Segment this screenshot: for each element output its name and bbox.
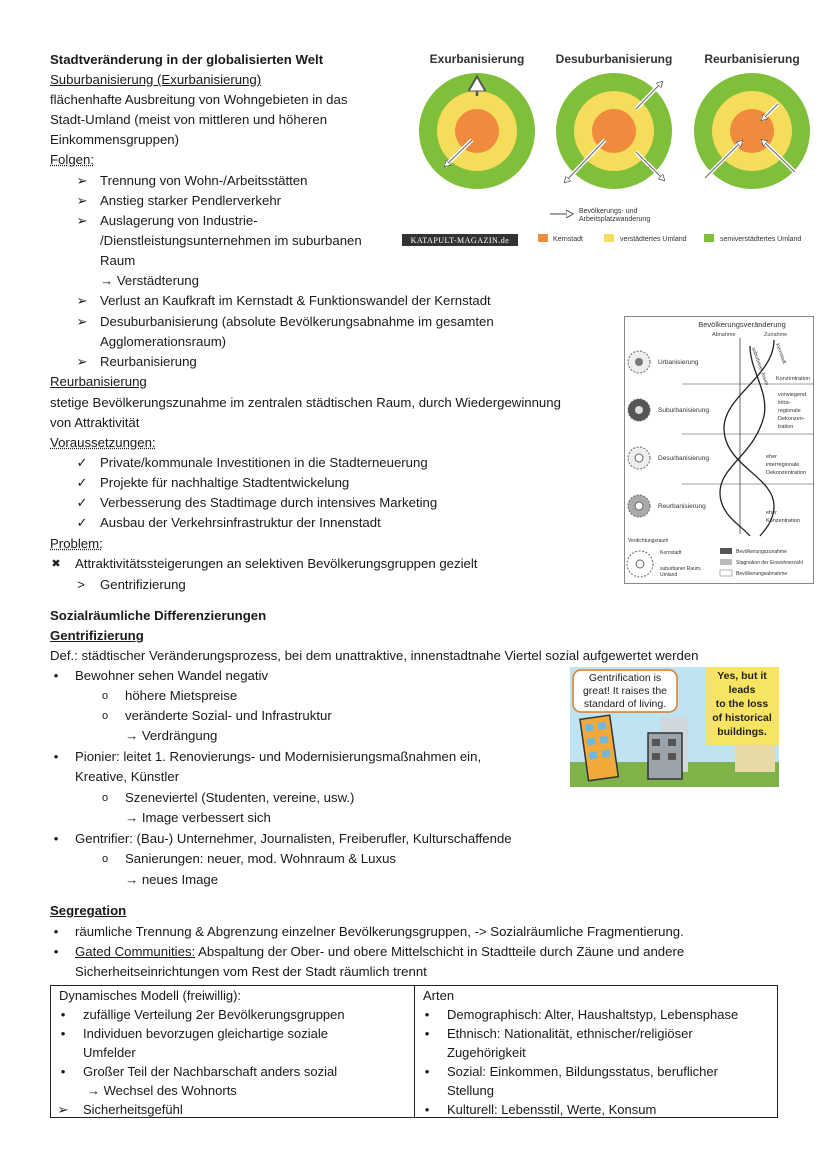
ring-desuburbanisierung xyxy=(556,73,672,189)
arrow-bullet-icon: ➢ xyxy=(76,293,88,308)
reurbanisierung-def-1: stetige Bevölkerungszunahme im zentralen städtischen Raum, durch Wiedergewinnung xyxy=(50,395,561,410)
segregation-item: räumliche Trennung & Abgrenzung einzelner Bevölkerungsgruppen, -> Sozialräumliche Fragmentierung. xyxy=(75,924,684,939)
voraussetzung-item: Private/kommunale Investitionen in die Stadterneuerung xyxy=(100,455,428,470)
gentrifizierung-heading: Gentrifizierung xyxy=(50,628,144,643)
legend-suburban: suburbaner Raum, xyxy=(660,566,702,572)
chevron-bullet-icon: > xyxy=(77,577,85,592)
katapult-logo-text: KATAPULT-MAGAZIN.de xyxy=(410,236,510,245)
folgen-item: Reurbanisierung xyxy=(100,354,197,369)
bullet-dot-icon: • xyxy=(424,1007,430,1022)
gent-item: Bewohner sehen Wandel negativ xyxy=(75,668,269,683)
table-right-item: Ethnisch: Nationalität, ethnischer/religiöser xyxy=(447,1026,693,1041)
gent-item-cont: Kreative, Künstler xyxy=(75,769,180,784)
folgen-item: Trennung von Wohn-/Arbeitsstätten xyxy=(100,173,308,188)
segregation-heading: Segregation xyxy=(50,903,127,918)
arrow-bullet-icon: ➢ xyxy=(76,314,88,329)
legend-swatch-umland xyxy=(604,234,614,242)
problem-item: Attraktivitätssteigerungen an selektiven Bevölkerungsgruppen gezielt xyxy=(75,556,478,571)
gent-subitem-arrow: → Image verbessert sich xyxy=(125,810,271,825)
phase-desurbanisierung: Desurbanisierung xyxy=(658,455,709,462)
comic-right-line-4: of historical xyxy=(712,712,772,724)
gent-subitem: höhere Mietspreise xyxy=(125,688,238,703)
gent-item: Pionier: leitet 1. Renovierungs- und Modernisierungsmaßnahmen ein, xyxy=(75,749,482,764)
folgen-item: Auslagerung von Industrie- xyxy=(100,213,258,228)
gent-subitem-arrow: → Verdrängung xyxy=(125,728,218,743)
comic-old-building xyxy=(648,733,682,779)
bullet-dot-icon: • xyxy=(53,749,59,764)
gent-subitem: veränderte Sozial- und Infrastruktur xyxy=(125,708,332,723)
circle-bullet-icon: o xyxy=(101,690,109,702)
fig1-arrow-legend-1: Bevölkerungs- und xyxy=(579,208,638,215)
comic-right-line-3: to the loss xyxy=(715,698,769,710)
legend-zunahme: Bevölkerungszunahme xyxy=(736,549,787,555)
table-right-item: Sozial: Einkommen, Bildungsstatus, beruflicher xyxy=(447,1064,718,1079)
table-right-title: Arten xyxy=(423,988,455,1003)
folgen-label: Folgen: xyxy=(50,152,94,167)
diagram-abnahme: Abnahme xyxy=(712,332,736,338)
legend-umland: verstädtertes Umland xyxy=(620,236,687,243)
comic-left-line-1: Gentrification is xyxy=(588,672,662,684)
note-konzentration: Konzentration xyxy=(776,376,810,382)
folgen-item: Anstieg starker Pendlerverkehr xyxy=(100,193,282,208)
table-left-item: Individuen bevorzugen gleichartige soziale xyxy=(83,1026,328,1041)
fig1-title-reurbanisierung: Reurbanisierung xyxy=(704,52,800,66)
fig1-title-exurbanisierung: Exurbanisierung xyxy=(429,52,525,66)
bullet-dot-icon: • xyxy=(60,1007,66,1022)
comic-right-line-5: buildings. xyxy=(717,726,767,738)
folgen-item-cont: Raum xyxy=(100,253,136,268)
diagram-umland-label: suburbaner Raum xyxy=(750,346,770,387)
check-icon: ✓ xyxy=(76,475,88,490)
bullet-dot-icon: • xyxy=(60,1026,66,1041)
note-tration: tration xyxy=(778,424,794,430)
table-left-item-cont: Umfelder xyxy=(83,1045,136,1060)
note-eher-2: eher xyxy=(766,510,778,516)
gentrifizierung-def: Def.: städtischer Veränderungsprozess, bei dem unattraktive, innenstadtnahe Viertel sozial aufgewertet werden xyxy=(50,648,699,663)
voraussetzung-item: Projekte für nachhaltige Stadtentwickelung xyxy=(100,475,350,490)
problem-subitem: Gentrifizierung xyxy=(100,577,186,592)
legend-swatch-semi xyxy=(704,234,714,242)
voraussetzung-item: Verbesserung des Stadtimage durch intensives Marketing xyxy=(100,495,438,510)
legend-umland-2: Umland xyxy=(660,572,678,578)
bullet-dot-icon: • xyxy=(53,924,59,939)
gent-item: Gentrifier: (Bau-) Unternehmer, Journalisten, Freiberufler, Kulturschaffende xyxy=(75,831,512,846)
check-icon: ✓ xyxy=(76,515,88,530)
comic-left-line-3: standard of living. xyxy=(583,698,667,710)
note-intra: intra- xyxy=(778,400,791,406)
circle-bullet-icon: o xyxy=(101,710,109,722)
legend-kern: Kernstadt xyxy=(660,550,682,556)
legend-stagnation: Stagnation der Einwohnerzahl xyxy=(736,560,803,566)
gent-subitem: Szeneviertel (Studenten, vereine, usw.) xyxy=(125,790,355,805)
table-right-item-cont: Stellung xyxy=(447,1083,494,1098)
ring-exurbanisierung xyxy=(419,73,535,189)
phase-suburbanisierung: Suburbanisierung xyxy=(658,407,709,414)
check-icon: ✓ xyxy=(76,455,88,470)
table-right-item: Demographisch: Alter, Haushaltstyp, Lebensphase xyxy=(447,1007,739,1022)
page-title: Stadtveränderung in der globalisierten Welt xyxy=(50,52,324,67)
phase-urbanisierung: Urbanisierung xyxy=(658,359,699,366)
legend-abnahme: Bevölkerungsabnahme xyxy=(736,571,788,577)
arrow-bullet-icon: ➢ xyxy=(57,1102,69,1117)
reurbanisierung-heading: Reurbanisierung xyxy=(50,374,147,389)
problem-label: Problem: xyxy=(50,536,103,551)
legend-verdichtungsraum: Verdichtungsraum xyxy=(628,538,669,544)
arrow-bullet-icon: ➢ xyxy=(76,173,88,188)
folgen-item: Verlust an Kaufkraft im Kernstadt & Funktionswandel der Kernstadt xyxy=(100,293,491,308)
bullet-dot-icon: • xyxy=(53,668,59,683)
comic-right-line-1: Yes, but it xyxy=(717,670,767,682)
table-left-item: zufällige Verteilung 2er Bevölkerungsgruppen xyxy=(83,1007,345,1022)
gated-communities-term: Gated Communities: xyxy=(75,944,196,959)
folgen-item-cont: /Dienstleistungsunternehmen im suburbanen xyxy=(100,233,362,248)
folgen-item: Desuburbanisierung (absolute Bevölkerungsabnahme im gesamten xyxy=(100,314,494,329)
gent-subitem: Sanierungen: neuer, mod. Wohnraum & Luxus xyxy=(125,851,396,866)
reurbanisierung-def-2: von Attraktivität xyxy=(50,415,140,430)
legend-semi: semiverstädtertes Umland xyxy=(720,236,802,243)
note-dekonzen: Dekonzen- xyxy=(778,416,805,422)
table-divider xyxy=(414,986,415,1117)
segregation-table xyxy=(50,985,778,1118)
table-left-title: Dynamisches Modell (freiwillig): xyxy=(59,988,242,1003)
legend-kernstadt: Kernstadt xyxy=(553,236,583,243)
note-interregionale: interregionale xyxy=(766,462,800,468)
bullet-dot-icon: • xyxy=(424,1064,430,1079)
population-change-diagram xyxy=(624,316,814,584)
circle-bullet-icon: o xyxy=(101,853,109,865)
arrow-bullet-icon: ➢ xyxy=(76,213,88,228)
table-right-item: Kulturell: Lebensstil, Werte, Konsum xyxy=(447,1102,657,1117)
note-regionale: regionale xyxy=(778,408,801,414)
segregation-item xyxy=(75,942,684,962)
diagram-kern-label: Kernstadt xyxy=(774,342,788,365)
segregation-item-cont: Sicherheitseinrichtungen vom Rest der Stadt räumlich trennt xyxy=(75,964,427,979)
note-dekonzentration: Dekonzentration xyxy=(766,470,807,476)
fig1-arrow-legend-2: Arbeitsplatzwanderung xyxy=(579,216,651,223)
note-eher-1: eher xyxy=(766,454,778,460)
table-left-item: Sicherheitsgefühl xyxy=(83,1102,183,1117)
bullet-dot-icon: • xyxy=(424,1102,430,1117)
arrow-bullet-icon: ➢ xyxy=(76,193,88,208)
folgen-item-cont: Agglomerationsraum) xyxy=(100,334,227,349)
comic-right-line-2: leads xyxy=(728,684,756,696)
diagram-title: Bevölkerungsveränderung xyxy=(698,320,786,329)
note-konzentration-2: Konzentration xyxy=(766,518,800,524)
cross-icon: ✖ xyxy=(51,558,61,570)
suburbanisierung-def-2: Stadt-Umland (meist von mittleren und höheren xyxy=(50,112,328,127)
circle-bullet-icon: o xyxy=(101,792,109,804)
ring-reurbanisierung xyxy=(694,73,810,189)
check-icon: ✓ xyxy=(76,495,88,510)
suburbanisierung-heading: Suburbanisierung (Exurbanisierung) xyxy=(50,72,262,87)
table-right-item-cont: Zugehörigkeit xyxy=(447,1045,526,1060)
arrow-bullet-icon: ➢ xyxy=(76,354,88,369)
urbanization-rings-figure xyxy=(400,44,810,254)
diagram-zunahme: Zunahme xyxy=(764,332,788,338)
table-left-item: Großer Teil der Nachbarschaft anders sozial xyxy=(83,1064,338,1079)
gentrification-comic xyxy=(570,667,779,787)
gent-subitem-arrow: → neues Image xyxy=(125,872,219,887)
comic-left-line-2: great! It raises the xyxy=(582,685,668,697)
sozial-heading: Sozialräumliche Differenzierungen xyxy=(50,608,267,623)
legend-swatch-kernstadt xyxy=(538,234,548,242)
phase-reurbanisierung: Reurbanisierung xyxy=(658,503,706,510)
note-vorwiegend: vorwiegend xyxy=(778,392,807,398)
bullet-dot-icon: • xyxy=(424,1026,430,1041)
voraussetzungen-label: Voraussetzungen: xyxy=(50,435,156,450)
suburbanisierung-def-1: flächenhafte Ausbreitung von Wohngebieten in das xyxy=(50,92,348,107)
fig1-title-desuburbanisierung: Desuburbanisierung xyxy=(555,52,673,66)
folgen-subitem: → Verstädterung xyxy=(100,273,199,288)
bullet-dot-icon: • xyxy=(53,831,59,846)
voraussetzung-item: Ausbau der Verkehrsinfrastruktur der Innenstadt xyxy=(100,515,381,530)
fig1-arrow-legend xyxy=(550,208,650,223)
bullet-dot-icon: • xyxy=(53,944,59,959)
bullet-dot-icon: • xyxy=(60,1064,66,1079)
gated-communities-text: Abspaltung der Ober- und obere Mittelschicht in Stadtteile durch Zäune und andere xyxy=(195,944,685,959)
suburbanisierung-def-3: Einkommensgruppen) xyxy=(50,132,180,147)
table-left-subitem: → Wechsel des Wohnorts xyxy=(87,1083,237,1098)
